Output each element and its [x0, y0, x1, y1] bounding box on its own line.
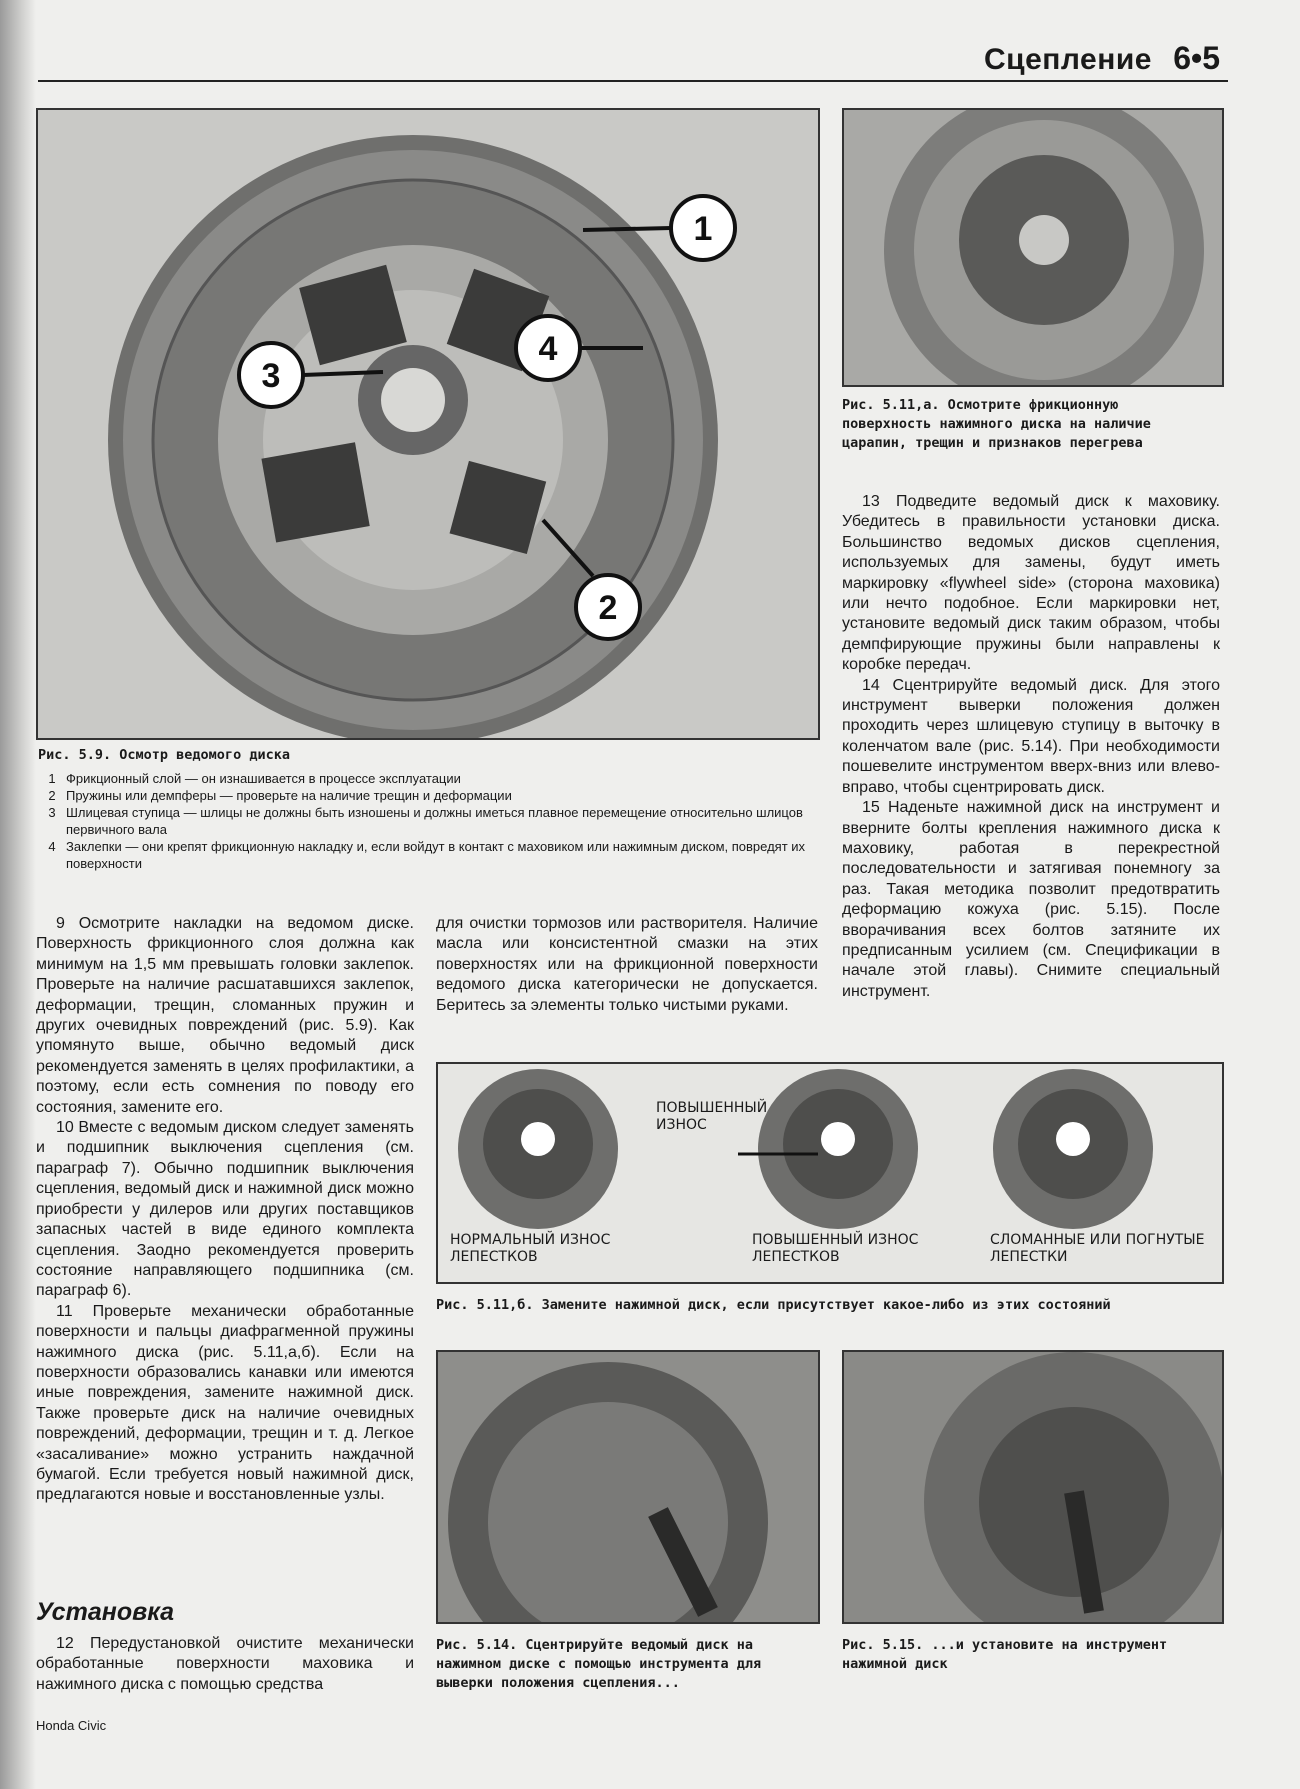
figure-5-11a-caption: Рис. 5.11,а. Осмотрите фрикционную поверхность нажимного диска на наличие царапин, трещин и признаков перегрева — [842, 397, 1151, 451]
header-rule — [38, 80, 1228, 82]
excess-wear-label: ПОВЫШЕННЫЙ ИЗНОС ЛЕПЕСТКОВ — [752, 1232, 919, 1265]
callout-2: 2 — [598, 589, 618, 627]
middle-text-column: для очистки тормозов или растворителя. Наличие масла или консистентной смазки на этих поверхностях или на фрикционной поверхности ведомого диска категорически не допускается. Беритесь за элементы только чистыми руками. — [436, 915, 818, 1014]
figure-5-9-photo — [36, 108, 820, 740]
left-text-column — [36, 914, 414, 1506]
footer-book-title: Honda Civic — [36, 1718, 107, 1733]
figure-5-14-caption: Рис. 5.14. Сцентрируйте ведомый диск на нажимном диске с помощью инструмента для выверки положения сцепления... — [436, 1637, 762, 1691]
wear-pointer-label: ПОВЫШЕННЫЙ ИЗНОС — [656, 1100, 768, 1133]
figure-5-11b-caption: Рис. 5.11,б. Замените нажимной диск, если присутствует какое-либо из этих состояний — [436, 1297, 1111, 1313]
pressure-plate-install-illustration — [844, 1352, 1222, 1622]
paragraph-15: 15 Наденьте нажимной диск на инструмент и вверните болты крепления нажимного диска к маховику, работая в перекрестной последовательности и затягивая понемногу за раз. Такая методика позволит предотвратить деформацию кожуха (рис. 5.15). После вворачивания всех болтов затяните их предписанным усилием (см. Спецификации в начале этой главы). Снимите специальный инструмент. — [842, 799, 1220, 1000]
figure-5-9-caption: Рис. 5.9. Осмотр ведомого диска — [38, 747, 290, 763]
paragraph-11: 11 Проверьте механически обработанные поверхности и пальцы диафрагменной пружины нажимного диска (рис. 5.11,а,б). Если на поверхности образовались канавки или имеются иные повреждения, замените нажимной диск. Также проверьте диск на наличие очевидных повреждений, деформации, трещин и т. д. Легкое «засаливание» можно устранить наждачной бумагой. Если требуется новый нажимной диск, предлагаются новые и восстановленные узлы. — [36, 1302, 414, 1504]
alignment-tool-illustration — [438, 1352, 818, 1622]
clutch-disc-illustration — [38, 110, 818, 738]
legend-item: 2 Пружины или демпферы — проверьте на наличие трещин и деформации — [48, 788, 512, 803]
install-heading: Установка — [36, 1598, 175, 1626]
figure-5-14-photo — [436, 1350, 820, 1624]
callout-3: 3 — [261, 357, 281, 395]
page-number: 6•5 — [1173, 40, 1220, 76]
callout-1: 1 — [693, 210, 713, 248]
legend-item: 3 Шлицевая ступица — шлицы не должны быть изношены и должны иметься плавное перемещение относительно шлицов первичного вала — [48, 805, 803, 837]
legend-item: 4 Заклепки — они крепят фрикционную накладку и, если войдут в контакт с маховиком или нажимным диском, повредят их поверхности — [48, 839, 806, 871]
paragraph-12: 12 Передустановкой очистите механически обработанные поверхности маховика и нажимного диска с помощью средства — [36, 1635, 414, 1693]
right-text-column — [842, 492, 1220, 1002]
figure-5-11a-photo — [842, 108, 1224, 387]
page-edge-shadow — [0, 0, 36, 1789]
figure-5-9-legend — [38, 770, 808, 872]
broken-fingers-label: СЛОМАННЫЕ ИЛИ ПОГНУТЫЕ ЛЕПЕСТКИ — [990, 1232, 1205, 1265]
paragraph-10: 10 Вместе с ведомым диском следует заменять и подшипник выключения сцепления (см. параграф 7). Обычно подшипник выключения сцепления, ведомый диск и нажимной диск можно приобрести у дилеров или других поставщиков запасных частей в виде единого комплекта сцепления. Заодно рекомендуется проверить состояние направляющего подшипника (см. параграф 6). — [36, 1119, 414, 1300]
paragraph-13: 13 Подведите ведомый диск к маховику. Убедитесь в правильности установки диска. Большинство ведомых дисков сцепления, используемых для замены, будут иметь маркировку «flywheel side» (сторона маховика) или нечто подобное. Если маркировки нет, установите ведомый диск таким образом, чтобы демпфирующие пружины были направлены к коробке передач. — [842, 493, 1220, 674]
paragraph-14: 14 Сцентрируйте ведомый диск. Для этого инструмент выверки положения должен проходить через шлицевую ступицу в выточку в коленчатом вале (рис. 5.14). При необходимости пошевелите инструментом вверх-вниз или влево-вправо, чтобы сцентрировать диск. — [842, 676, 1220, 796]
normal-wear-label: НОРМАЛЬНЫЙ ИЗНОС ЛЕПЕСТКОВ — [450, 1232, 611, 1265]
paragraph-9: 9 Осмотрите накладки на ведомом диске. Поверхность фрикционного слоя должна как минимум на 1,5 мм превышать головки заклепок. Проверьте на наличие расшатавшихся заклепок, деформации, трещин, сломанных пружин и других очевидных повреждений (рис. 5.9). Как упомянуто выше, обычно ведомый диск рекомендуется заменять в целях профилактики, а поэтому, если есть сомнения по поводу его состояния, замените его. — [36, 915, 414, 1116]
chapter-title: Сцепление — [983, 43, 1152, 76]
callout-4: 4 — [538, 330, 558, 368]
figure-5-15-caption: Рис. 5.15. ...и установите на инструмент нажимной диск — [842, 1637, 1168, 1672]
legend-item: 1 Фрикционный слой — он изнашивается в процессе эксплуатации — [48, 771, 461, 786]
figure-5-15-photo — [842, 1350, 1224, 1624]
pressure-plate-illustration — [844, 110, 1222, 385]
